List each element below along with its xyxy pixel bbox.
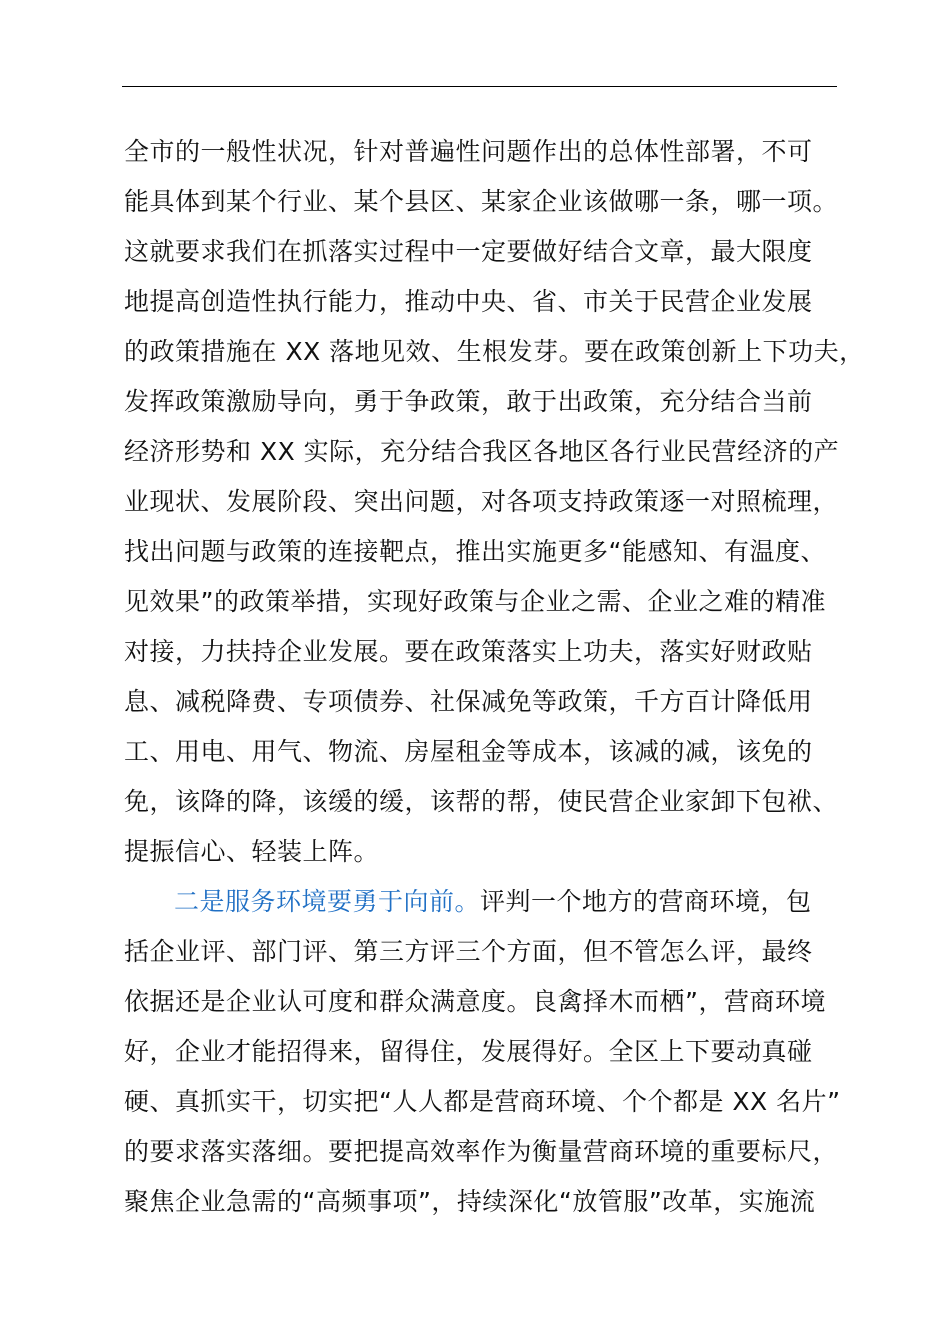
text-line: 业现状、发展阶段、突出问题，对各项支持政策逐一对照梳理， bbox=[124, 487, 839, 516]
header-rule bbox=[122, 86, 837, 87]
text-line: 能具体到某个行业、某个县区、某家企业该做哪一条，哪一项。 bbox=[124, 187, 839, 216]
text-line: 对接，力扶持企业发展。要在政策落实上功夫，落实好财政贴 bbox=[124, 637, 813, 666]
text-line: 聚焦企业急需的“高频事项”，持续深化“放管服”改革，实施流 bbox=[124, 1187, 816, 1216]
text-line: 免，该降的降，该缓的缓，该帮的帮，使民营企业家卸下包袱、 bbox=[124, 787, 839, 816]
text-line: 好，企业才能招得来，留得住，发展得好。全区上下要动真碰 bbox=[124, 1037, 813, 1066]
section-heading: 二是服务环境要勇于向前。 bbox=[174, 887, 481, 916]
text-line: 见效果”的政策举措，实现好政策与企业之需、企业之难的精准 bbox=[124, 587, 826, 616]
text-line: 的要求落实落细。要把提高效率作为衡量营商环境的重要标尺， bbox=[124, 1137, 839, 1166]
text-line: 全市的一般性状况，针对普遍性问题作出的总体性部署，不可 bbox=[124, 137, 813, 166]
text-line: 息、减税降费、专项债券、社保减免等政策，千方百计降低用 bbox=[124, 687, 813, 716]
paragraph-2-first-line bbox=[124, 877, 864, 927]
text-line: 依据还是企业认可度和群众满意度。良禽择木而栖”，营商环境 bbox=[124, 987, 826, 1016]
text-line: 地提高创造性执行能力，推动中央、省、市关于民营企业发展 bbox=[124, 287, 813, 316]
text-segment: 评判一个地方的营商环境，包 bbox=[480, 887, 812, 916]
text-line: 这就要求我们在抓落实过程中一定要做好结合文章，最大限度 bbox=[124, 237, 813, 266]
text-line: 提振信心、轻装上阵。 bbox=[124, 837, 380, 866]
text-line: 工、用电、用气、物流、房屋租金等成本，该减的减，该免的 bbox=[124, 737, 813, 766]
text-line: 括企业评、部门评、第三方评三个方面，但不管怎么评，最终 bbox=[124, 937, 813, 966]
text-line: 经济形势和 XX 实际，充分结合我区各地区各行业民营经济的产 bbox=[124, 437, 840, 466]
text-line: 的政策措施在 XX 落地见效、生根发芽。要在政策创新上下功夫， bbox=[124, 337, 865, 366]
text-line: 硬、真抓实干，切实把“人人都是营商环境、个个都是 XX 名片” bbox=[124, 1087, 841, 1116]
text-line: 发挥政策激励导向，勇于争政策，敢于出政策，充分结合当前 bbox=[124, 387, 813, 416]
text-line: 找出问题与政策的连接靶点，推出实施更多“能感知、有温度、 bbox=[124, 537, 826, 566]
body-text bbox=[124, 127, 864, 1227]
